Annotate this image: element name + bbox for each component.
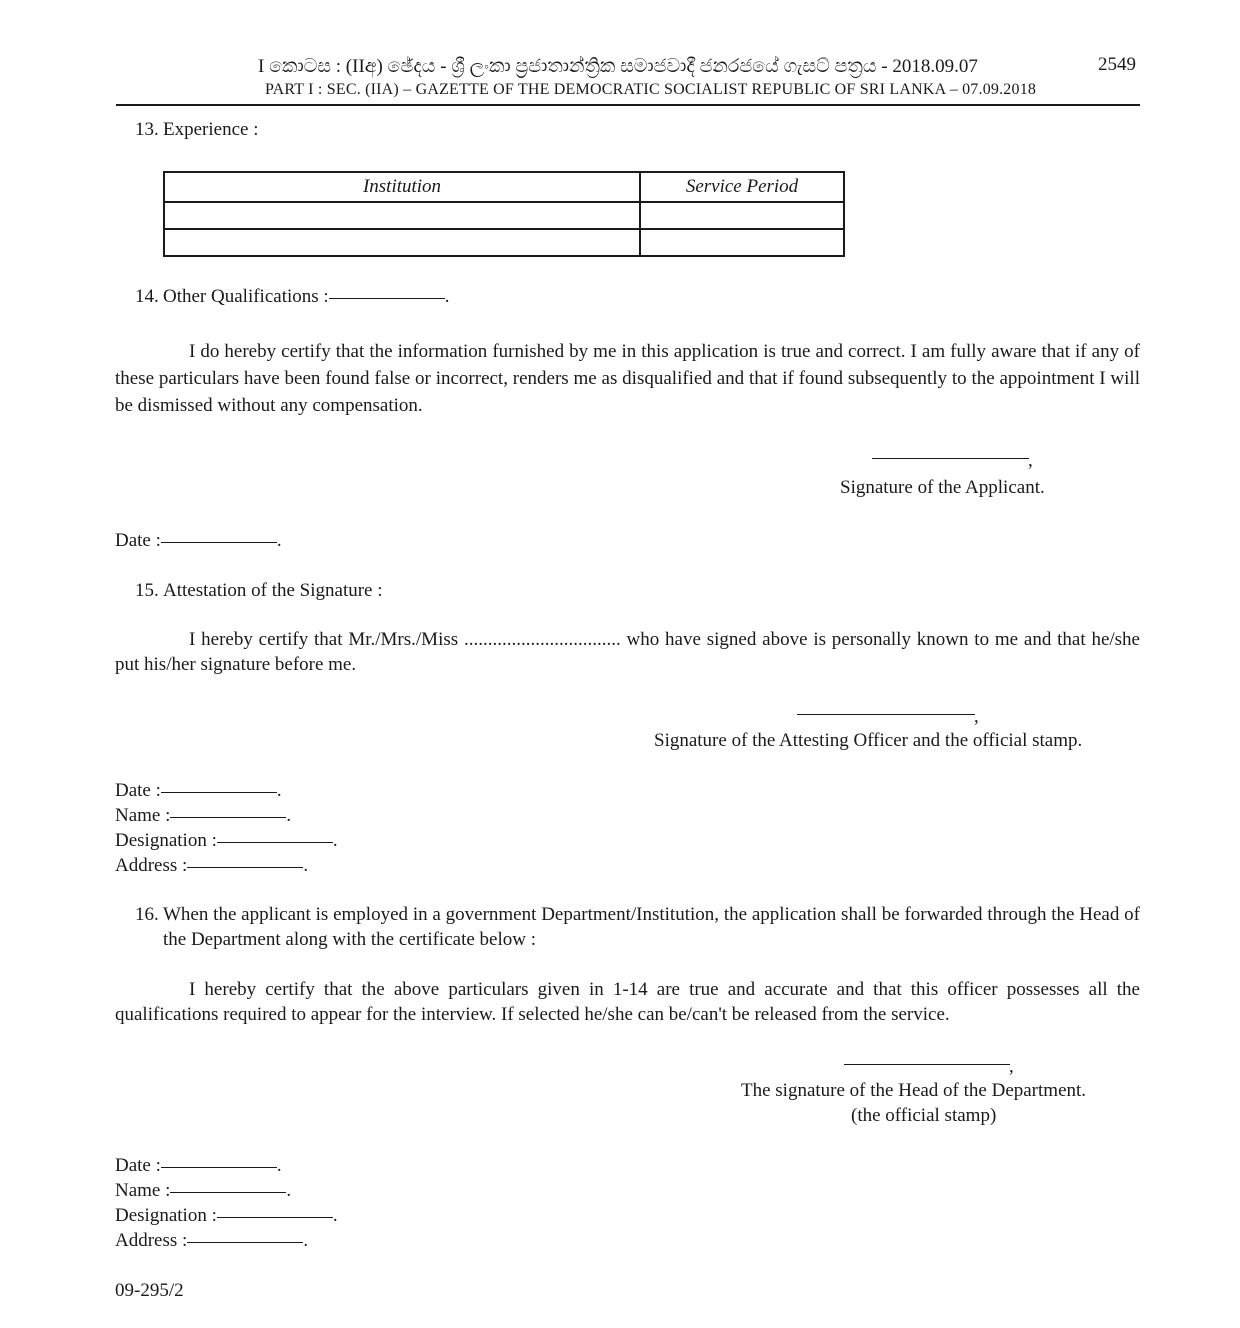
address-blank[interactable] — [187, 1242, 303, 1243]
date-blank[interactable] — [161, 792, 277, 793]
column-header-institution: Institution — [164, 172, 640, 202]
address-blank[interactable] — [187, 867, 303, 868]
section-16-text: 16. When the applicant is employed in a government Department/Institution, the application shall be forwarded through the Head of the Department along with the certificate below : — [135, 904, 1140, 950]
head-of-department-signature-caption: The signature of the Head of the Department. — [741, 1080, 1087, 1101]
attestation-text: I hereby certify that Mr./Mrs./Miss ................................. who have signed above is personally known to me and that he/she put his/her signature before me. — [115, 629, 1140, 675]
gazette-header-sinhala: I කොටස : (IIඅ) ඡේදය - ශ්‍රී ලංකා ප්‍රජාතාන්ත්‍රික සමාජවාදී ජනරජයේ ගැසට් පත්‍රය - 2018.09.07 — [258, 56, 978, 77]
name-blank[interactable] — [170, 1192, 286, 1193]
table-cell-institution[interactable] — [164, 202, 640, 229]
hod-date-field: Date : . — [115, 1155, 282, 1176]
applicant-date-field: Date : . — [115, 530, 282, 551]
designation-blank[interactable] — [217, 842, 333, 843]
head-of-department-signature-line[interactable] — [844, 1064, 1010, 1065]
attestation-name-field: Name : . — [115, 805, 292, 826]
gazette-header-english: PART I : SEC. (IIA) – GAZETTE OF THE DEMOCRATIC SOCIALIST REPUBLIC OF SRI LANKA – 07.09.2018 — [265, 81, 1037, 98]
name-blank[interactable] — [170, 817, 286, 818]
applicant-certification: I do hereby certify that the information furnished by me in this application is true and correct. I am fully aware that if any of these particulars have been found false or incorrect, renders me as disqualified and that if found subsequently to the appointment I will be dismissed without any compensation. — [115, 341, 1140, 416]
attesting-officer-signature-line[interactable] — [797, 714, 975, 715]
table-cell-service-period[interactable] — [640, 229, 844, 256]
hod-address-field: Address : . — [115, 1230, 309, 1251]
applicant-signature-caption: Signature of the Applicant. — [840, 477, 1045, 498]
section-15-heading: 15. Attestation of the Signature : — [135, 580, 383, 601]
table-row — [164, 229, 844, 256]
head-of-department-certificate: I hereby certify that the above particulars given in 1-14 are true and accurate and that this officer possesses all the qualifications required to appear for the interview. If selected he/she can be/can't be released from the service. — [115, 979, 1140, 1025]
experience-table — [163, 171, 845, 257]
table-cell-service-period[interactable] — [640, 202, 844, 229]
table-header-row — [164, 172, 844, 202]
table-cell-institution[interactable] — [164, 229, 640, 256]
hod-name-field: Name : . — [115, 1180, 292, 1201]
other-qualifications-blank[interactable] — [329, 298, 445, 299]
section-14-heading: 14. Other Qualifications : . — [135, 286, 450, 307]
applicant-signature-line[interactable] — [872, 458, 1029, 459]
attestation-date-field: Date : . — [115, 780, 282, 801]
hod-designation-field: Designation : . — [115, 1205, 338, 1226]
page-number: 2549 — [1098, 54, 1136, 75]
official-stamp-caption: (the official stamp) — [851, 1105, 997, 1126]
date-blank[interactable] — [161, 542, 277, 543]
footer-code: 09-295/2 — [115, 1280, 184, 1301]
attestation-designation-field: Designation : . — [115, 830, 338, 851]
table-row — [164, 202, 844, 229]
header-rule — [116, 104, 1140, 106]
attestation-address-field: Address : . — [115, 855, 309, 876]
designation-blank[interactable] — [217, 1217, 333, 1218]
column-header-service-period: Service Period — [640, 172, 844, 202]
date-blank[interactable] — [161, 1167, 277, 1168]
attesting-officer-signature-caption: Signature of the Attesting Officer and the official stamp. — [654, 730, 1083, 751]
section-13-heading: 13. Experience : — [135, 119, 259, 140]
